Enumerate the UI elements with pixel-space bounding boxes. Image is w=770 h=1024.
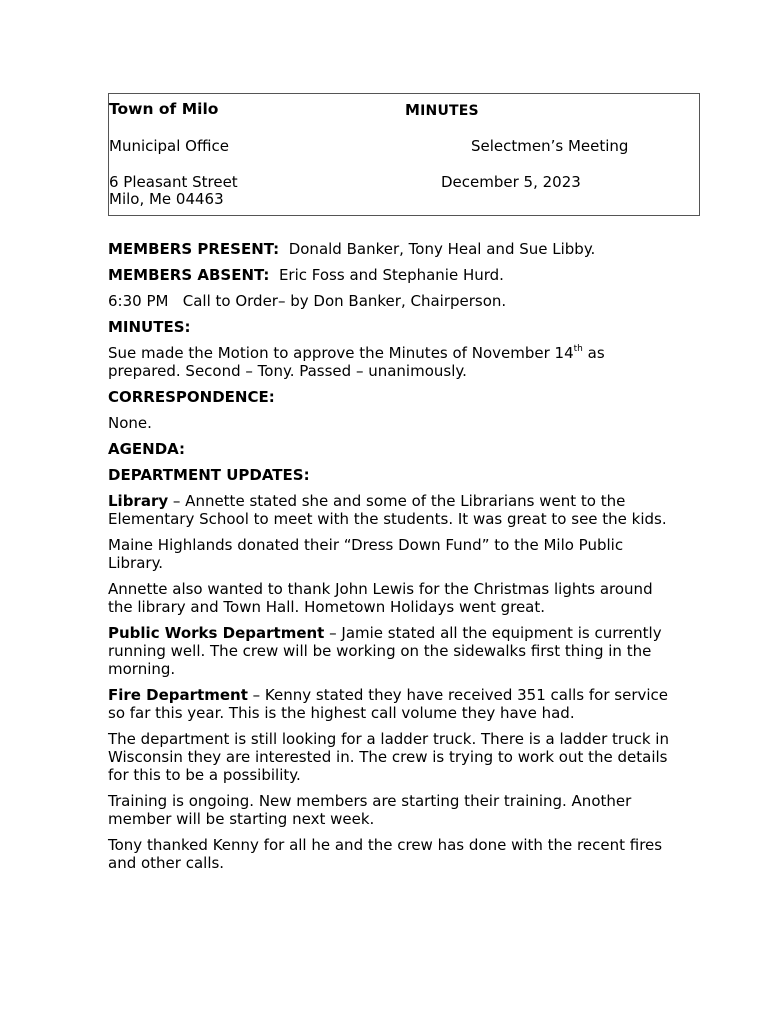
fire-update-3: Training is ongoing. New members are starting their training. Another member will be starting next week. (108, 792, 632, 828)
minutes-motion-sup: th (573, 344, 583, 354)
library-update-3: Annette also wanted to thank John Lewis for the Christmas lights around the library and Town Hall. Hometown Holidays went great. (108, 580, 653, 616)
town-name: Town of Milo (109, 100, 219, 118)
department-updates-heading: DEPARTMENT UPDATES: (108, 466, 310, 484)
minutes-body (108, 240, 678, 880)
fire-text: – Kenny stated they have received 351 calls for service so far this year. This is the highest call volume they have had. (108, 686, 669, 722)
header-box (108, 93, 700, 216)
minutes-motion-text-1: Sue made the Motion to approve the Minutes of November 14 (108, 344, 574, 362)
library-label: Library (108, 492, 169, 510)
minutes-motion (108, 344, 678, 380)
library-update (108, 492, 678, 528)
minutes-title-initial: M (405, 101, 421, 119)
public-works-label: Public Works Department (108, 624, 325, 642)
correspondence-text: None. (108, 414, 152, 432)
city-address: Milo, Me 04463 (109, 190, 224, 208)
correspondence-heading: CORRESPONDENCE: (108, 388, 275, 406)
minutes-heading: MINUTES: (108, 318, 191, 336)
call-to-order: 6:30 PM Call to Order– by Don Banker, Chairperson. (108, 292, 507, 310)
meeting-type: Selectmen’s Meeting (471, 137, 629, 155)
office-name: Municipal Office (109, 137, 229, 155)
library-text: – Annette stated she and some of the Librarians went to the Elementary School to meet with the students. It was great to see the kids. (108, 492, 667, 528)
members-present-label: MEMBERS PRESENT: (108, 240, 280, 258)
members-absent (108, 266, 678, 284)
members-absent-label: MEMBERS ABSENT: (108, 266, 270, 284)
fire-label: Fire Department (108, 686, 248, 704)
minutes-title-rest: INUTES (420, 103, 479, 119)
street-address: 6 Pleasant Street (109, 173, 238, 191)
fire-update (108, 686, 678, 722)
fire-update-4: Tony thanked Kenny for all he and the crew has done with the recent fires and other calls. (108, 836, 663, 872)
meeting-date: December 5, 2023 (441, 173, 581, 191)
members-absent-text: Eric Foss and Stephanie Hurd. (269, 266, 504, 284)
members-present-text: Donald Banker, Tony Heal and Sue Libby. (279, 240, 596, 258)
library-update-2: Maine Highlands donated their “Dress Down Fund” to the Milo Public Library. (108, 536, 624, 572)
fire-update-2: The department is still looking for a ladder truck. There is a ladder truck in Wisconsin they are interested in. The crew is trying to work out the details for this to be a possibility. (108, 730, 669, 784)
members-present (108, 240, 678, 258)
public-works-update (108, 624, 678, 678)
minutes-title (405, 102, 479, 120)
public-works-text: – Jamie stated all the equipment is currently running well. The crew will be working on the sidewalks first thing in the morning. (108, 624, 662, 678)
agenda-heading: AGENDA: (108, 440, 186, 458)
minutes-motion-text-2: as prepared. Second – Tony. Passed – unanimously. (108, 344, 605, 380)
